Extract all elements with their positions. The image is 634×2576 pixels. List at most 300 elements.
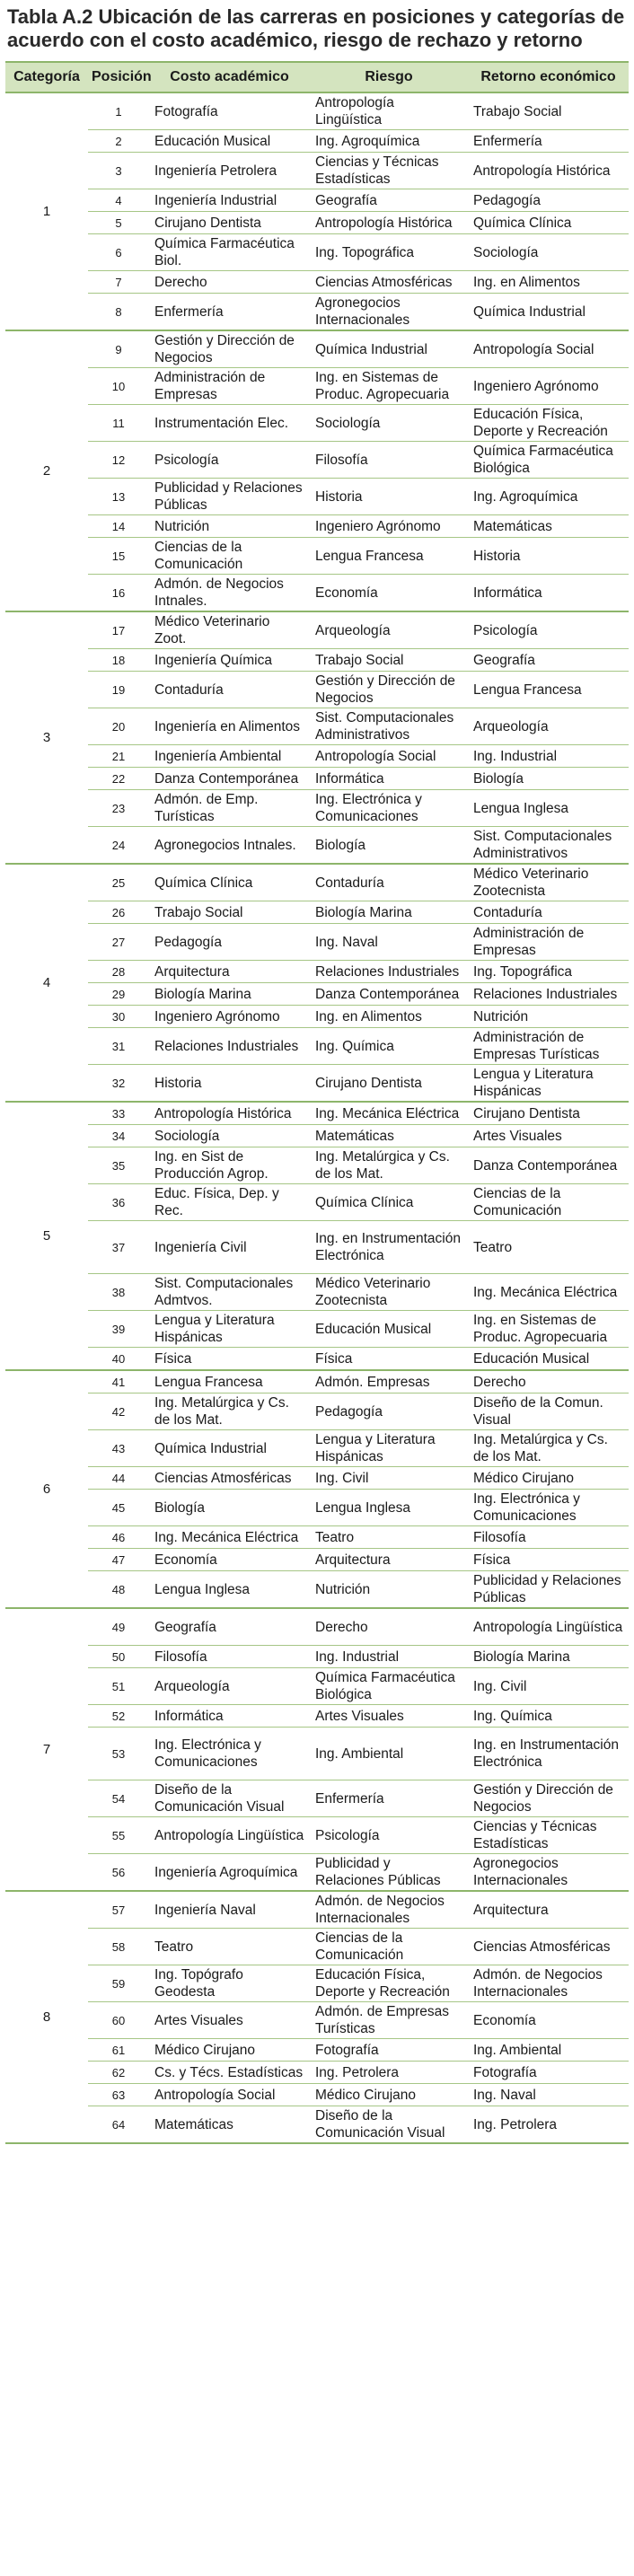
cost-cell: Lengua Inglesa [149, 1571, 310, 1609]
table-row [5, 1668, 629, 1705]
risk-cell: Educación Física, Deporte y Recreación [310, 1965, 468, 2002]
cost-cell: Agronegocios Intnales. [149, 827, 310, 865]
position-cell: 23 [88, 790, 149, 827]
risk-cell: Médico Cirujano [310, 2084, 468, 2106]
cost-cell: Instrumentación Elec. [149, 405, 310, 442]
cost-cell: Sist. Computacionales Admtvos. [149, 1274, 310, 1311]
return-cell: Médico Cirujano [468, 1467, 629, 1490]
risk-cell: Filosofía [310, 442, 468, 479]
position-cell: 5 [88, 212, 149, 234]
position-cell: 25 [88, 864, 149, 901]
careers-table [5, 61, 629, 2144]
risk-cell: Ing. Metalúrgica y Cs. de los Mat. [310, 1147, 468, 1184]
table-row [5, 924, 629, 961]
table-row [5, 827, 629, 865]
cost-cell: Ciencias Atmosféricas [149, 1467, 310, 1490]
cost-cell: Ing. en Sist de Producción Agrop. [149, 1147, 310, 1184]
table-row [5, 575, 629, 612]
position-cell: 36 [88, 1184, 149, 1221]
risk-cell: Teatro [310, 1526, 468, 1549]
return-cell: Ciencias de la Comunicación [468, 1184, 629, 1221]
risk-cell: Ing. Agroquímica [310, 130, 468, 153]
cost-cell: Médico Veterinario Zoot. [149, 611, 310, 649]
table-row [5, 1817, 629, 1854]
risk-cell: Médico Veterinario Zootecnista [310, 1274, 468, 1311]
cost-cell: Contaduría [149, 672, 310, 708]
table-row [5, 611, 629, 649]
position-cell: 55 [88, 1817, 149, 1854]
return-cell: Agronegocios Internacionales [468, 1854, 629, 1892]
table-row [5, 1394, 629, 1430]
return-cell: Ing. Metalúrgica y Cs. de los Mat. [468, 1430, 629, 1467]
return-cell: Ing. Electrónica y Comunicaciones [468, 1490, 629, 1526]
risk-cell: Ciencias de la Comunicación [310, 1929, 468, 1965]
return-cell: Ing. Civil [468, 1668, 629, 1705]
return-cell: Lengua Inglesa [468, 790, 629, 827]
position-cell: 13 [88, 479, 149, 515]
cost-cell: Arqueología [149, 1668, 310, 1705]
table-row [5, 1780, 629, 1817]
risk-cell: Ing. Mecánica Eléctrica [310, 1102, 468, 1125]
return-cell: Ing. en Sistemas de Produc. Agropecuaria [468, 1311, 629, 1348]
cost-cell: Danza Contemporánea [149, 768, 310, 790]
risk-cell: Fotografía [310, 2039, 468, 2062]
position-cell: 49 [88, 1608, 149, 1646]
position-cell: 45 [88, 1490, 149, 1526]
cost-cell: Cirujano Dentista [149, 212, 310, 234]
cost-cell: Ing. Electrónica y Comunicaciones [149, 1728, 310, 1780]
position-cell: 28 [88, 961, 149, 983]
cost-cell: Ingeniería Industrial [149, 189, 310, 212]
return-cell: Arquitectura [468, 1891, 629, 1929]
table-row [5, 864, 629, 901]
cost-cell: Cs. y Técs. Estadísticas [149, 2062, 310, 2084]
table-row [5, 1646, 629, 1668]
table-row [5, 1891, 629, 1929]
risk-cell: Publicidad y Relaciones Públicas [310, 1854, 468, 1892]
table-row [5, 983, 629, 1006]
return-cell: Educación Física, Deporte y Recreación [468, 405, 629, 442]
return-cell: Médico Veterinario Zootecnista [468, 864, 629, 901]
return-cell: Ing. en Alimentos [468, 271, 629, 294]
cost-cell: Fotografía [149, 92, 310, 130]
return-cell: Biología [468, 768, 629, 790]
table-row [5, 1348, 629, 1371]
cost-cell: Filosofía [149, 1646, 310, 1668]
risk-cell: Física [310, 1348, 468, 1371]
risk-cell: Nutrición [310, 1571, 468, 1609]
return-cell: Antropología Histórica [468, 153, 629, 189]
cost-cell: Ing. Metalúrgica y Cs. de los Mat. [149, 1394, 310, 1430]
table-row [5, 515, 629, 538]
table-row [5, 1430, 629, 1467]
return-cell: Publicidad y Relaciones Públicas [468, 1571, 629, 1609]
table-row [5, 153, 629, 189]
table-row [5, 1370, 629, 1394]
return-cell: Ing. Agroquímica [468, 479, 629, 515]
return-cell: Química Clínica [468, 212, 629, 234]
risk-cell: Danza Contemporánea [310, 983, 468, 1006]
position-cell: 2 [88, 130, 149, 153]
table-row [5, 1065, 629, 1103]
risk-cell: Ing. en Instrumentación Electrónica [310, 1221, 468, 1274]
return-cell: Ciencias y Técnicas Estadísticas [468, 1817, 629, 1854]
position-cell: 11 [88, 405, 149, 442]
position-cell: 32 [88, 1065, 149, 1103]
table-row [5, 708, 629, 745]
return-cell: Danza Contemporánea [468, 1147, 629, 1184]
table-row [5, 368, 629, 405]
cost-cell: Biología [149, 1490, 310, 1526]
position-cell: 31 [88, 1028, 149, 1065]
return-cell: Ing. Ambiental [468, 2039, 629, 2062]
position-cell: 17 [88, 611, 149, 649]
risk-cell: Agronegocios Internacionales [310, 294, 468, 331]
position-cell: 21 [88, 745, 149, 768]
table-row [5, 1311, 629, 1348]
risk-cell: Informática [310, 768, 468, 790]
return-cell: Teatro [468, 1221, 629, 1274]
cost-cell: Biología Marina [149, 983, 310, 1006]
return-cell: Antropología Social [468, 330, 629, 368]
risk-cell: Ing. en Sistemas de Produc. Agropecuaria [310, 368, 468, 405]
table-title: Tabla A.2 Ubicación de las carreras en posiciones y categorías de acuerdo con el costo académico, riesgo de rechazo y retorno [7, 5, 625, 51]
header-risk: Riesgo [310, 62, 468, 92]
return-cell: Ing. Industrial [468, 745, 629, 768]
risk-cell: Ciencias Atmosféricas [310, 271, 468, 294]
table-row [5, 2039, 629, 2062]
cost-cell: Lengua Francesa [149, 1370, 310, 1394]
table-row [5, 961, 629, 983]
header-return: Retorno económico [468, 62, 629, 92]
category-cell: 8 [5, 1891, 88, 2143]
table-row [5, 1571, 629, 1609]
risk-cell: Biología Marina [310, 901, 468, 924]
table-row [5, 405, 629, 442]
cost-cell: Diseño de la Comunicación Visual [149, 1780, 310, 1817]
cost-cell: Ingeniero Agrónomo [149, 1006, 310, 1028]
return-cell: Ciencias Atmosféricas [468, 1929, 629, 1965]
table-row [5, 1526, 629, 1549]
risk-cell: Ingeniero Agrónomo [310, 515, 468, 538]
table-row [5, 1929, 629, 1965]
position-cell: 26 [88, 901, 149, 924]
return-cell: Geografía [468, 649, 629, 672]
position-cell: 29 [88, 983, 149, 1006]
header-row [5, 62, 629, 92]
category-cell: 1 [5, 92, 88, 330]
table-row [5, 1728, 629, 1780]
table-row [5, 2084, 629, 2106]
cost-cell: Relaciones Industriales [149, 1028, 310, 1065]
cost-cell: Historia [149, 1065, 310, 1103]
cost-cell: Química Farmacéutica Biol. [149, 234, 310, 271]
table-row [5, 234, 629, 271]
return-cell: Historia [468, 538, 629, 575]
cost-cell: Ingeniería Naval [149, 1891, 310, 1929]
position-cell: 20 [88, 708, 149, 745]
cost-cell: Sociología [149, 1125, 310, 1147]
return-cell: Lengua Francesa [468, 672, 629, 708]
risk-cell: Admón. Empresas [310, 1370, 468, 1394]
position-cell: 51 [88, 1668, 149, 1705]
cost-cell: Antropología Lingüística [149, 1817, 310, 1854]
risk-cell: Derecho [310, 1608, 468, 1646]
category-cell: 4 [5, 864, 88, 1102]
risk-cell: Ciencias y Técnicas Estadísticas [310, 153, 468, 189]
position-cell: 19 [88, 672, 149, 708]
risk-cell: Contaduría [310, 864, 468, 901]
position-cell: 44 [88, 1467, 149, 1490]
return-cell: Ing. en Instrumentación Electrónica [468, 1728, 629, 1780]
table-row [5, 901, 629, 924]
risk-cell: Enfermería [310, 1780, 468, 1817]
position-cell: 48 [88, 1571, 149, 1609]
risk-cell: Antropología Histórica [310, 212, 468, 234]
cost-cell: Ing. Topógrafo Geodesta [149, 1965, 310, 2002]
table-row [5, 1467, 629, 1490]
table-row [5, 1125, 629, 1147]
return-cell: Filosofía [468, 1526, 629, 1549]
return-cell: Relaciones Industriales [468, 983, 629, 1006]
return-cell: Antropología Lingüística [468, 1608, 629, 1646]
table-row [5, 672, 629, 708]
cost-cell: Enfermería [149, 294, 310, 331]
category-cell: 7 [5, 1608, 88, 1891]
header-position: Posición [88, 62, 149, 92]
table-row [5, 130, 629, 153]
position-cell: 1 [88, 92, 149, 130]
position-cell: 63 [88, 2084, 149, 2106]
cost-cell: Lengua y Literatura Hispánicas [149, 1311, 310, 1348]
category-cell: 5 [5, 1102, 88, 1370]
cost-cell: Antropología Social [149, 2084, 310, 2106]
position-cell: 57 [88, 1891, 149, 1929]
risk-cell: Admón. de Negocios Internacionales [310, 1891, 468, 1929]
risk-cell: Ing. Petrolera [310, 2062, 468, 2084]
cost-cell: Artes Visuales [149, 2002, 310, 2039]
cost-cell: Admón. de Negocios Intnales. [149, 575, 310, 612]
position-cell: 33 [88, 1102, 149, 1125]
position-cell: 6 [88, 234, 149, 271]
position-cell: 14 [88, 515, 149, 538]
table-row [5, 1705, 629, 1728]
position-cell: 8 [88, 294, 149, 331]
risk-cell: Antropología Social [310, 745, 468, 768]
table-row [5, 212, 629, 234]
risk-cell: Ing. Electrónica y Comunicaciones [310, 790, 468, 827]
return-cell: Educación Musical [468, 1348, 629, 1371]
table-row [5, 1102, 629, 1125]
risk-cell: Ing. Topográfica [310, 234, 468, 271]
table-row [5, 189, 629, 212]
header-category: Categoría [5, 62, 88, 92]
cost-cell: Admón. de Emp. Turísticas [149, 790, 310, 827]
cost-cell: Ingeniería Petrolera [149, 153, 310, 189]
risk-cell: Lengua Francesa [310, 538, 468, 575]
table-row [5, 1006, 629, 1028]
table-header [5, 62, 629, 92]
risk-cell: Ing. Industrial [310, 1646, 468, 1668]
return-cell: Sist. Computacionales Administrativos [468, 827, 629, 865]
position-cell: 43 [88, 1430, 149, 1467]
risk-cell: Admón. de Empresas Turísticas [310, 2002, 468, 2039]
return-cell: Nutrición [468, 1006, 629, 1028]
category-cell: 6 [5, 1370, 88, 1608]
return-cell: Ing. Naval [468, 2084, 629, 2106]
position-cell: 9 [88, 330, 149, 368]
header-cost: Costo académico [149, 62, 310, 92]
cost-cell: Trabajo Social [149, 901, 310, 924]
position-cell: 10 [88, 368, 149, 405]
risk-cell: Ing. Civil [310, 1467, 468, 1490]
return-cell: Admón. de Negocios Internacionales [468, 1965, 629, 2002]
return-cell: Arqueología [468, 708, 629, 745]
risk-cell: Ing. Naval [310, 924, 468, 961]
cost-cell: Pedagogía [149, 924, 310, 961]
return-cell: Lengua y Literatura Hispánicas [468, 1065, 629, 1103]
cost-cell: Química Industrial [149, 1430, 310, 1467]
position-cell: 56 [88, 1854, 149, 1892]
table-row [5, 1854, 629, 1892]
position-cell: 30 [88, 1006, 149, 1028]
table-row [5, 1147, 629, 1184]
position-cell: 39 [88, 1311, 149, 1348]
cost-cell: Geografía [149, 1608, 310, 1646]
risk-cell: Trabajo Social [310, 649, 468, 672]
return-cell: Fotografía [468, 2062, 629, 2084]
return-cell: Biología Marina [468, 1646, 629, 1668]
table-row [5, 790, 629, 827]
cost-cell: Ing. Mecánica Eléctrica [149, 1526, 310, 1549]
position-cell: 40 [88, 1348, 149, 1371]
cost-cell: Educación Musical [149, 130, 310, 153]
position-cell: 34 [88, 1125, 149, 1147]
table-row [5, 1549, 629, 1571]
category-cell: 2 [5, 330, 88, 611]
risk-cell: Lengua y Literatura Hispánicas [310, 1430, 468, 1467]
cost-cell: Publicidad y Relaciones Públicas [149, 479, 310, 515]
position-cell: 18 [88, 649, 149, 672]
risk-cell: Relaciones Industriales [310, 961, 468, 983]
position-cell: 16 [88, 575, 149, 612]
risk-cell: Sist. Computacionales Administrativos [310, 708, 468, 745]
position-cell: 41 [88, 1370, 149, 1394]
position-cell: 46 [88, 1526, 149, 1549]
category-cell: 3 [5, 611, 88, 864]
table-row [5, 1221, 629, 1274]
position-cell: 53 [88, 1728, 149, 1780]
table-row [5, 92, 629, 130]
risk-cell: Historia [310, 479, 468, 515]
table-row [5, 1184, 629, 1221]
position-cell: 52 [88, 1705, 149, 1728]
cost-cell: Educ. Física, Dep. y Rec. [149, 1184, 310, 1221]
risk-cell: Pedagogía [310, 1394, 468, 1430]
return-cell: Química Farmacéutica Biológica [468, 442, 629, 479]
return-cell: Ing. Topográfica [468, 961, 629, 983]
table-row [5, 649, 629, 672]
table-row [5, 442, 629, 479]
position-cell: 58 [88, 1929, 149, 1965]
return-cell: Cirujano Dentista [468, 1102, 629, 1125]
table-row [5, 1028, 629, 1065]
return-cell: Administración de Empresas Turísticas [468, 1028, 629, 1065]
risk-cell: Arquitectura [310, 1549, 468, 1571]
table-row [5, 2062, 629, 2084]
table-row [5, 768, 629, 790]
return-cell: Trabajo Social [468, 92, 629, 130]
return-cell: Ing. Mecánica Eléctrica [468, 1274, 629, 1311]
table-row [5, 271, 629, 294]
position-cell: 12 [88, 442, 149, 479]
table-body [5, 92, 629, 2143]
position-cell: 4 [88, 189, 149, 212]
return-cell: Diseño de la Comun. Visual [468, 1394, 629, 1430]
risk-cell: Ing. Ambiental [310, 1728, 468, 1780]
risk-cell: Sociología [310, 405, 468, 442]
return-cell: Ing. Química [468, 1705, 629, 1728]
return-cell: Pedagogía [468, 189, 629, 212]
cost-cell: Derecho [149, 271, 310, 294]
risk-cell: Geografía [310, 189, 468, 212]
position-cell: 50 [88, 1646, 149, 1668]
cost-cell: Física [149, 1348, 310, 1371]
position-cell: 47 [88, 1549, 149, 1571]
cost-cell: Arquitectura [149, 961, 310, 983]
risk-cell: Psicología [310, 1817, 468, 1854]
position-cell: 60 [88, 2002, 149, 2039]
return-cell: Economía [468, 2002, 629, 2039]
cost-cell: Administración de Empresas [149, 368, 310, 405]
position-cell: 3 [88, 153, 149, 189]
position-cell: 24 [88, 827, 149, 865]
return-cell: Informática [468, 575, 629, 612]
risk-cell: Biología [310, 827, 468, 865]
position-cell: 61 [88, 2039, 149, 2062]
return-cell: Artes Visuales [468, 1125, 629, 1147]
cost-cell: Ciencias de la Comunicación [149, 538, 310, 575]
cost-cell: Gestión y Dirección de Negocios [149, 330, 310, 368]
risk-cell: Química Clínica [310, 1184, 468, 1221]
return-cell: Matemáticas [468, 515, 629, 538]
risk-cell: Lengua Inglesa [310, 1490, 468, 1526]
cost-cell: Médico Cirujano [149, 2039, 310, 2062]
cost-cell: Informática [149, 1705, 310, 1728]
cost-cell: Economía [149, 1549, 310, 1571]
position-cell: 54 [88, 1780, 149, 1817]
risk-cell: Diseño de la Comunicación Visual [310, 2106, 468, 2144]
position-cell: 15 [88, 538, 149, 575]
position-cell: 59 [88, 1965, 149, 2002]
return-cell: Psicología [468, 611, 629, 649]
table-row [5, 1274, 629, 1311]
cost-cell: Matemáticas [149, 2106, 310, 2144]
cost-cell: Teatro [149, 1929, 310, 1965]
return-cell: Química Industrial [468, 294, 629, 331]
cost-cell: Psicología [149, 442, 310, 479]
risk-cell: Economía [310, 575, 468, 612]
cost-cell: Química Clínica [149, 864, 310, 901]
risk-cell: Ing. en Alimentos [310, 1006, 468, 1028]
table-row [5, 294, 629, 331]
risk-cell: Química Farmacéutica Biológica [310, 1668, 468, 1705]
cost-cell: Ingeniería Civil [149, 1221, 310, 1274]
position-cell: 27 [88, 924, 149, 961]
cost-cell: Ingeniería Ambiental [149, 745, 310, 768]
return-cell: Derecho [468, 1370, 629, 1394]
table-row [5, 1490, 629, 1526]
